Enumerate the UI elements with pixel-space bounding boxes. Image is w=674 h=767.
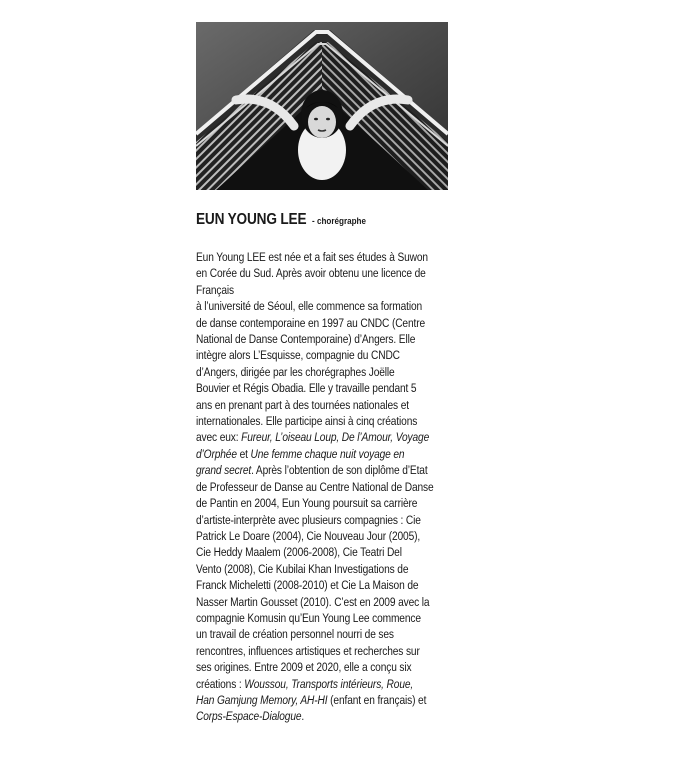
bio-line (196, 446, 447, 462)
bio-work-titles: grand secret (196, 463, 252, 478)
bio-line: National de Danse Contemporaine) d’Angers. Elle (196, 332, 416, 347)
bio-text: et (236, 446, 251, 461)
bio-work-titles: Corps-Espace-Dialogue (196, 709, 302, 724)
bio-line: Vento (2008), Cie Kubilai Khan Investigations de (196, 561, 409, 576)
bio-text: . (301, 709, 305, 724)
bio-work-titles: Fureur, L’oiseau Loup, De l’Amour, Voyage (241, 430, 430, 445)
bio-line: ses origines. Entre 2009 et 2020, elle a conçu six (196, 660, 412, 675)
bio-line: de Pantin en 2004, Eun Young poursuit sa carrière (196, 496, 418, 511)
bio-line (196, 692, 447, 708)
biography-text (196, 249, 447, 725)
bio-work-titles: Han Gamjung Memory, AH-HI (196, 692, 328, 707)
bio-work-titles: Une femme chaque nuit voyage en (250, 446, 405, 461)
speaker-name: EUN YOUNG LEE (196, 211, 307, 228)
bio-work-titles: d’Orphée (196, 446, 237, 461)
speaker-heading (196, 211, 372, 229)
bio-line: internationales. Elle participe ainsi à cinq créations (196, 414, 418, 429)
bio-line: ans en prenant part à des tournées nationales et (196, 397, 409, 412)
portrait-photo (196, 22, 448, 190)
bio-line: d’artiste-interprète avec plusieurs compagnies : Cie (196, 512, 421, 527)
bio-text: créations : (196, 676, 245, 691)
bio-line: intègre alors L’Esquisse, compagnie du CNDC (196, 348, 400, 363)
bio-line: Franck Micheletti (2008-2010) et Cie La Maison de (196, 578, 419, 593)
bio-line: Français (196, 282, 235, 297)
bio-text: avec eux: (196, 430, 242, 445)
bio-line: un travail de création personnel nourri de ses (196, 627, 394, 642)
speaker-role: - chorégraphe (311, 216, 366, 226)
bio-line (196, 708, 447, 724)
bio-line: Nasser Martin Gousset (2010). C’est en 2009 avec la (196, 594, 430, 609)
bio-line: rencontres, influences artistiques et recherches sur (196, 643, 420, 658)
bio-line: de danse contemporaine en 1997 au CNDC (Centre (196, 315, 426, 330)
bio-work-titles: Woussou, Transports intérieurs, Roue, (244, 676, 414, 691)
bio-line: d’Angers, dirigée par les chorégraphes Joëlle (196, 364, 395, 379)
bio-line: Eun Young LEE est née et a fait ses études à Suwon (196, 250, 428, 264)
bio-line (196, 676, 447, 692)
bio-line: Bouvier et Régis Obadia. Elle y travaille pendant 5 (196, 381, 417, 396)
bio-text: . Après l’obtention de son diplôme d’Etat (251, 463, 428, 478)
bio-line: compagnie Komusin qu’Eun Young Lee commence (196, 610, 421, 625)
bio-line: de Professeur de Danse au Centre National de Danse (196, 479, 434, 494)
bio-line: à l’université de Séoul, elle commence sa formation (196, 299, 423, 314)
bio-text: (enfant en français) et (327, 692, 427, 707)
bio-line (196, 462, 447, 478)
bio-line (196, 429, 447, 445)
bio-line: Cie Heddy Maalem (2006-2008), Cie Teatri Del (196, 545, 402, 560)
portrait-photo-icon (196, 22, 448, 190)
bio-line: en Corée du Sud. Après avoir obtenu une licence de (196, 266, 426, 281)
bio-line: Patrick Le Doare (2004), Cie Nouveau Jour (2005), (196, 528, 421, 543)
